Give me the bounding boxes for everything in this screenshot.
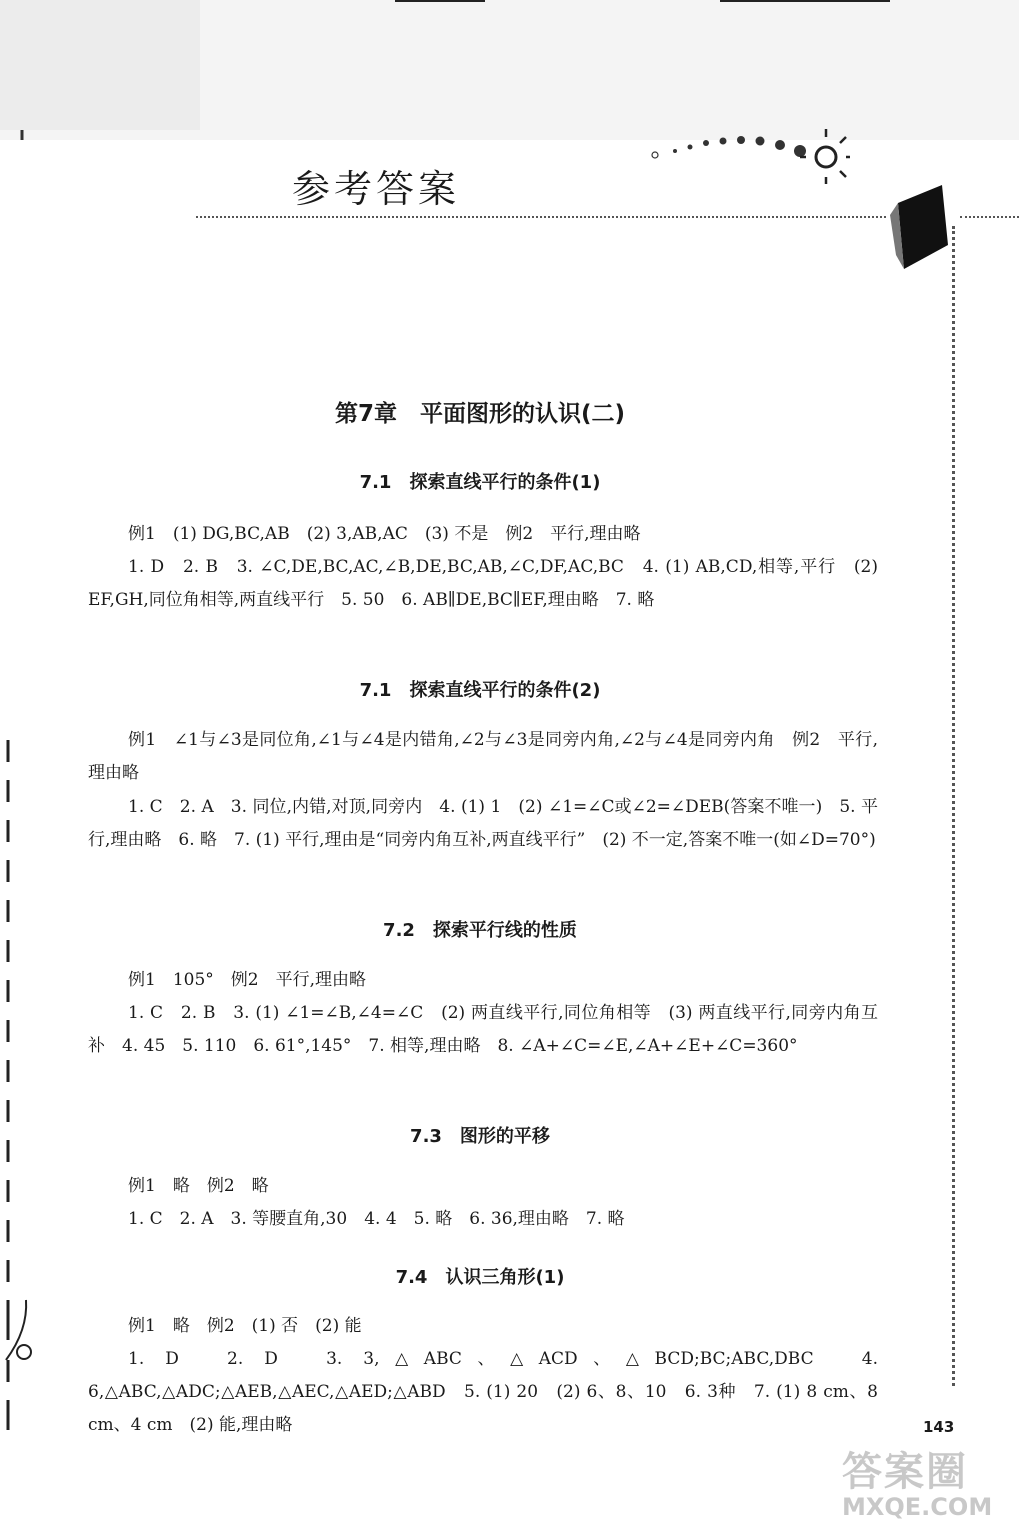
page-title: 参考答案 bbox=[292, 167, 461, 211]
section-heading: 7.3 图形的平移 bbox=[410, 1126, 550, 1147]
exercise-answers: 1. C 2. A 3. 同位,内错,对顶,同旁内 4. (1) 1 (2) ∠1=∠C或∠2=∠DEB(答案不唯一) 5. 平行,理由略 6. 略 7. (1) 平行,理由是“同旁内角互补,两直线平行” (2) 不一定,答案不唯一(如∠D=70°) bbox=[88, 797, 878, 850]
section-heading: 7.2 探索平行线的性质 bbox=[383, 920, 577, 941]
example-answers: 例1 略 例2 略 bbox=[128, 1176, 269, 1196]
top-decoration bbox=[0, 0, 1019, 140]
corner-bookmark-decoration bbox=[890, 185, 950, 275]
watermark-en: MXQE.COM bbox=[842, 1493, 993, 1521]
example-answers: 例1 ∠1与∠3是同位角,∠1与∠4是内错角,∠2与∠3是同旁内角,∠2与∠4是同旁内角 例2 平行,理由略 bbox=[88, 730, 878, 783]
header-divider bbox=[196, 216, 886, 218]
exercise-answers: 1. D 2. D 3. 3,△ABC、△ACD、△BCD;BC;ABC,DBC 4. 6,△ABC,△ADC;△AEB,△AEC,△AED;△ABD 5. (1) 20 (2) 6、8、10 6. 3种 7. (1) 8 cm、8 cm、4 cm (2) 能,理由略 bbox=[88, 1349, 878, 1435]
exercise-answers: 1. D 2. B 3. ∠C,DE,BC,AC,∠B,DE,BC,AB,∠C,DF,AC,BC 4. (1) AB,CD,相等,平行 (2) EF,GH,同位角相等,两直线平行 5. 50 6. AB∥DE,BC∥EF,理由略 7. 略 bbox=[88, 557, 878, 610]
chapter-title: 第7章 平面图形的认识(二) bbox=[334, 401, 626, 427]
watermark-cn: 答案圈 bbox=[842, 1449, 968, 1495]
example-answers: 例1 (1) DG,BC,AB (2) 3,AB,AC (3) 不是 例2 平行,理由略 bbox=[128, 524, 641, 544]
section-heading: 7.1 探索直线平行的条件(2) bbox=[359, 680, 601, 701]
exercise-answers: 1. C 2. A 3. 等腰直角,30 4. 4 5. 略 6. 36,理由略 7. 略 bbox=[128, 1209, 625, 1229]
watermark-logo bbox=[842, 1440, 992, 1521]
example-answers: 例1 略 例2 (1) 否 (2) 能 bbox=[128, 1316, 362, 1336]
header-divider-right bbox=[960, 216, 1019, 218]
section-heading: 7.1 探索直线平行的条件(1) bbox=[359, 472, 601, 493]
example-answers: 例1 105° 例2 平行,理由略 bbox=[128, 970, 366, 990]
exercise-answers: 1. C 2. B 3. (1) ∠1=∠B,∠4=∠C (2) 两直线平行,同位角相等 (3) 两直线平行,同旁内角互补 4. 45 5. 110 6. 61°,145° 7. 相等,理由略 8. ∠A+∠C=∠E,∠A+∠E+∠C=360° bbox=[88, 1003, 878, 1056]
page-number: 143 bbox=[923, 1418, 955, 1436]
binding-marks bbox=[2, 740, 42, 1440]
dots-sun-decoration bbox=[640, 125, 850, 185]
section-heading: 7.4 认识三角形(1) bbox=[395, 1267, 565, 1288]
